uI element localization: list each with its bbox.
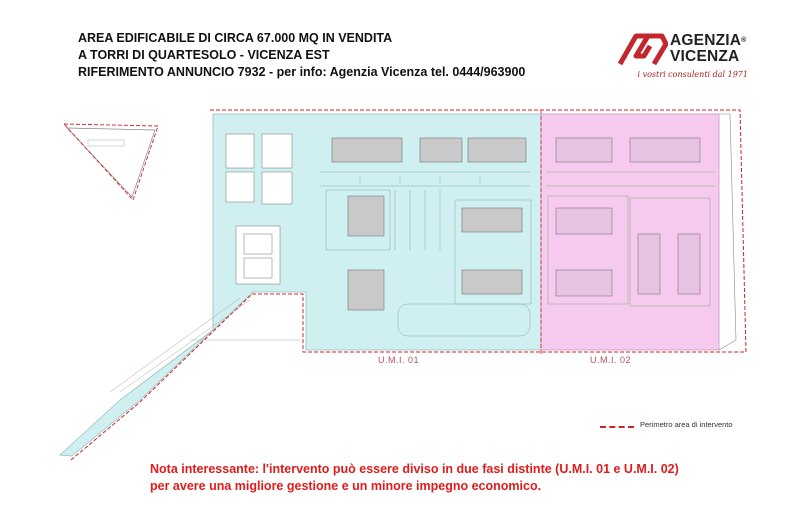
umi-02-label: U.M.I. 02 [590,355,632,365]
legend-dashed-line [600,426,634,428]
umi-01-label: U.M.I. 01 [378,355,420,365]
logo-word-1: AGENZIA [670,32,742,49]
logo-word-2: VICENZA [670,48,740,65]
note [150,461,750,495]
triangle-plot [67,128,155,197]
title-line-2: A TORRI DI QUARTESOLO - VICENZA EST [78,48,330,62]
logo-registered: ® [741,37,747,44]
title-line-1: AREA EDIFICABILE DI CIRCA 67.000 MQ IN VENDITA [78,31,393,45]
logo-tagline: i vostri consulenti dal 1971 [637,70,748,79]
title-line-3: RIFERIMENTO ANNUNCIO 7932 - per info: Agenzia Vicenza tel. 0444/963900 [78,65,526,79]
legend [600,420,770,436]
note-line-2: per avere una migliore gestione e un minore impegno economico. [150,479,542,493]
note-line-1: Nota interessante: l'intervento può essere diviso in due fasi distinte (U.M.I. 01 e U.M.I. 02) [150,462,679,476]
legend-label: Perimetro area di intervento [640,420,733,429]
